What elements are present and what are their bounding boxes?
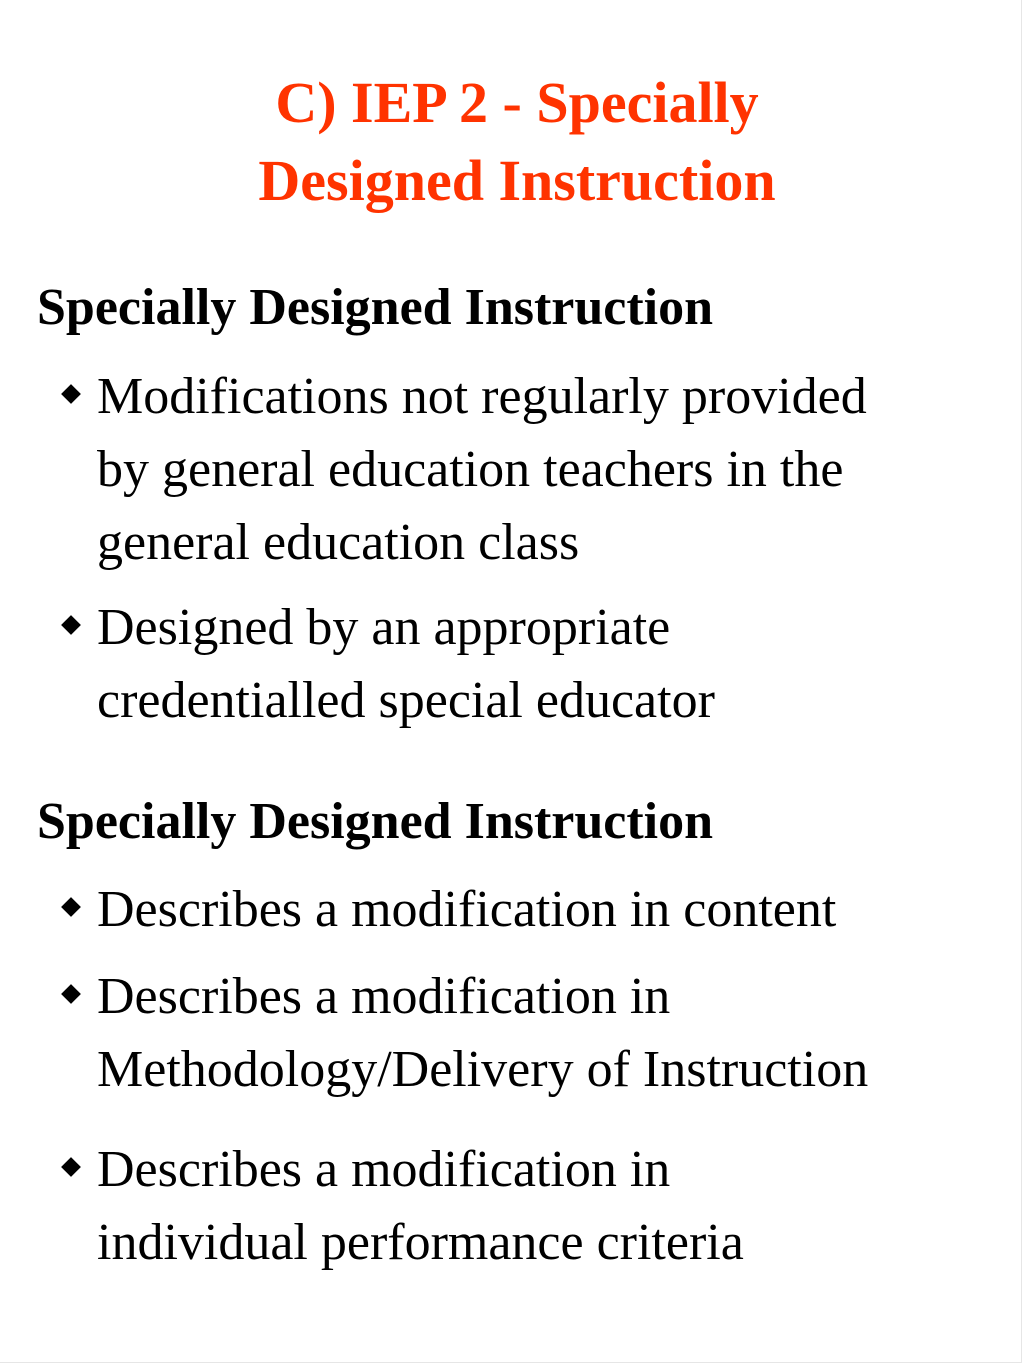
diamond-bullet-icon [61,1157,81,1177]
bullet-text-line: Describes a modification in content [97,881,837,938]
section-heading-2: Specially Designed Instruction [37,793,714,850]
bullet-text-line: general education class [97,514,580,571]
bullet-text-line: Methodology/Delivery of Instruction [97,1041,869,1098]
diamond-bullet-icon [61,897,81,917]
diamond-bullet-icon [61,615,81,635]
bullet-text-1 [97,360,1017,579]
bullet-text-line: Modifications not regularly provided [97,368,867,425]
bullet-text-line: credentialled special educator [97,672,715,729]
bullet-text-line: Describes a modification in [97,1141,671,1198]
bullet-text-5 [97,1133,1017,1279]
bullet-text-2 [97,591,1017,737]
bullet-text-line: Designed by an appropriate [97,599,671,656]
bullet-text-3 [97,873,1017,946]
bullet-text-line: Describes a modification in [97,968,671,1025]
diamond-bullet-icon [61,984,81,1004]
slide-title-line-1: C) IEP 2 - Specially [275,70,759,135]
bullet-text-line: by general education teachers in the [97,441,844,498]
slide-title [0,64,1024,220]
bullet-text-4 [97,960,1017,1106]
slide-title-line-2: Designed Instruction [258,148,776,213]
section-heading-1: Specially Designed Instruction [37,279,714,336]
bullet-text-line: individual performance criteria [97,1214,744,1271]
diamond-bullet-icon [61,384,81,404]
